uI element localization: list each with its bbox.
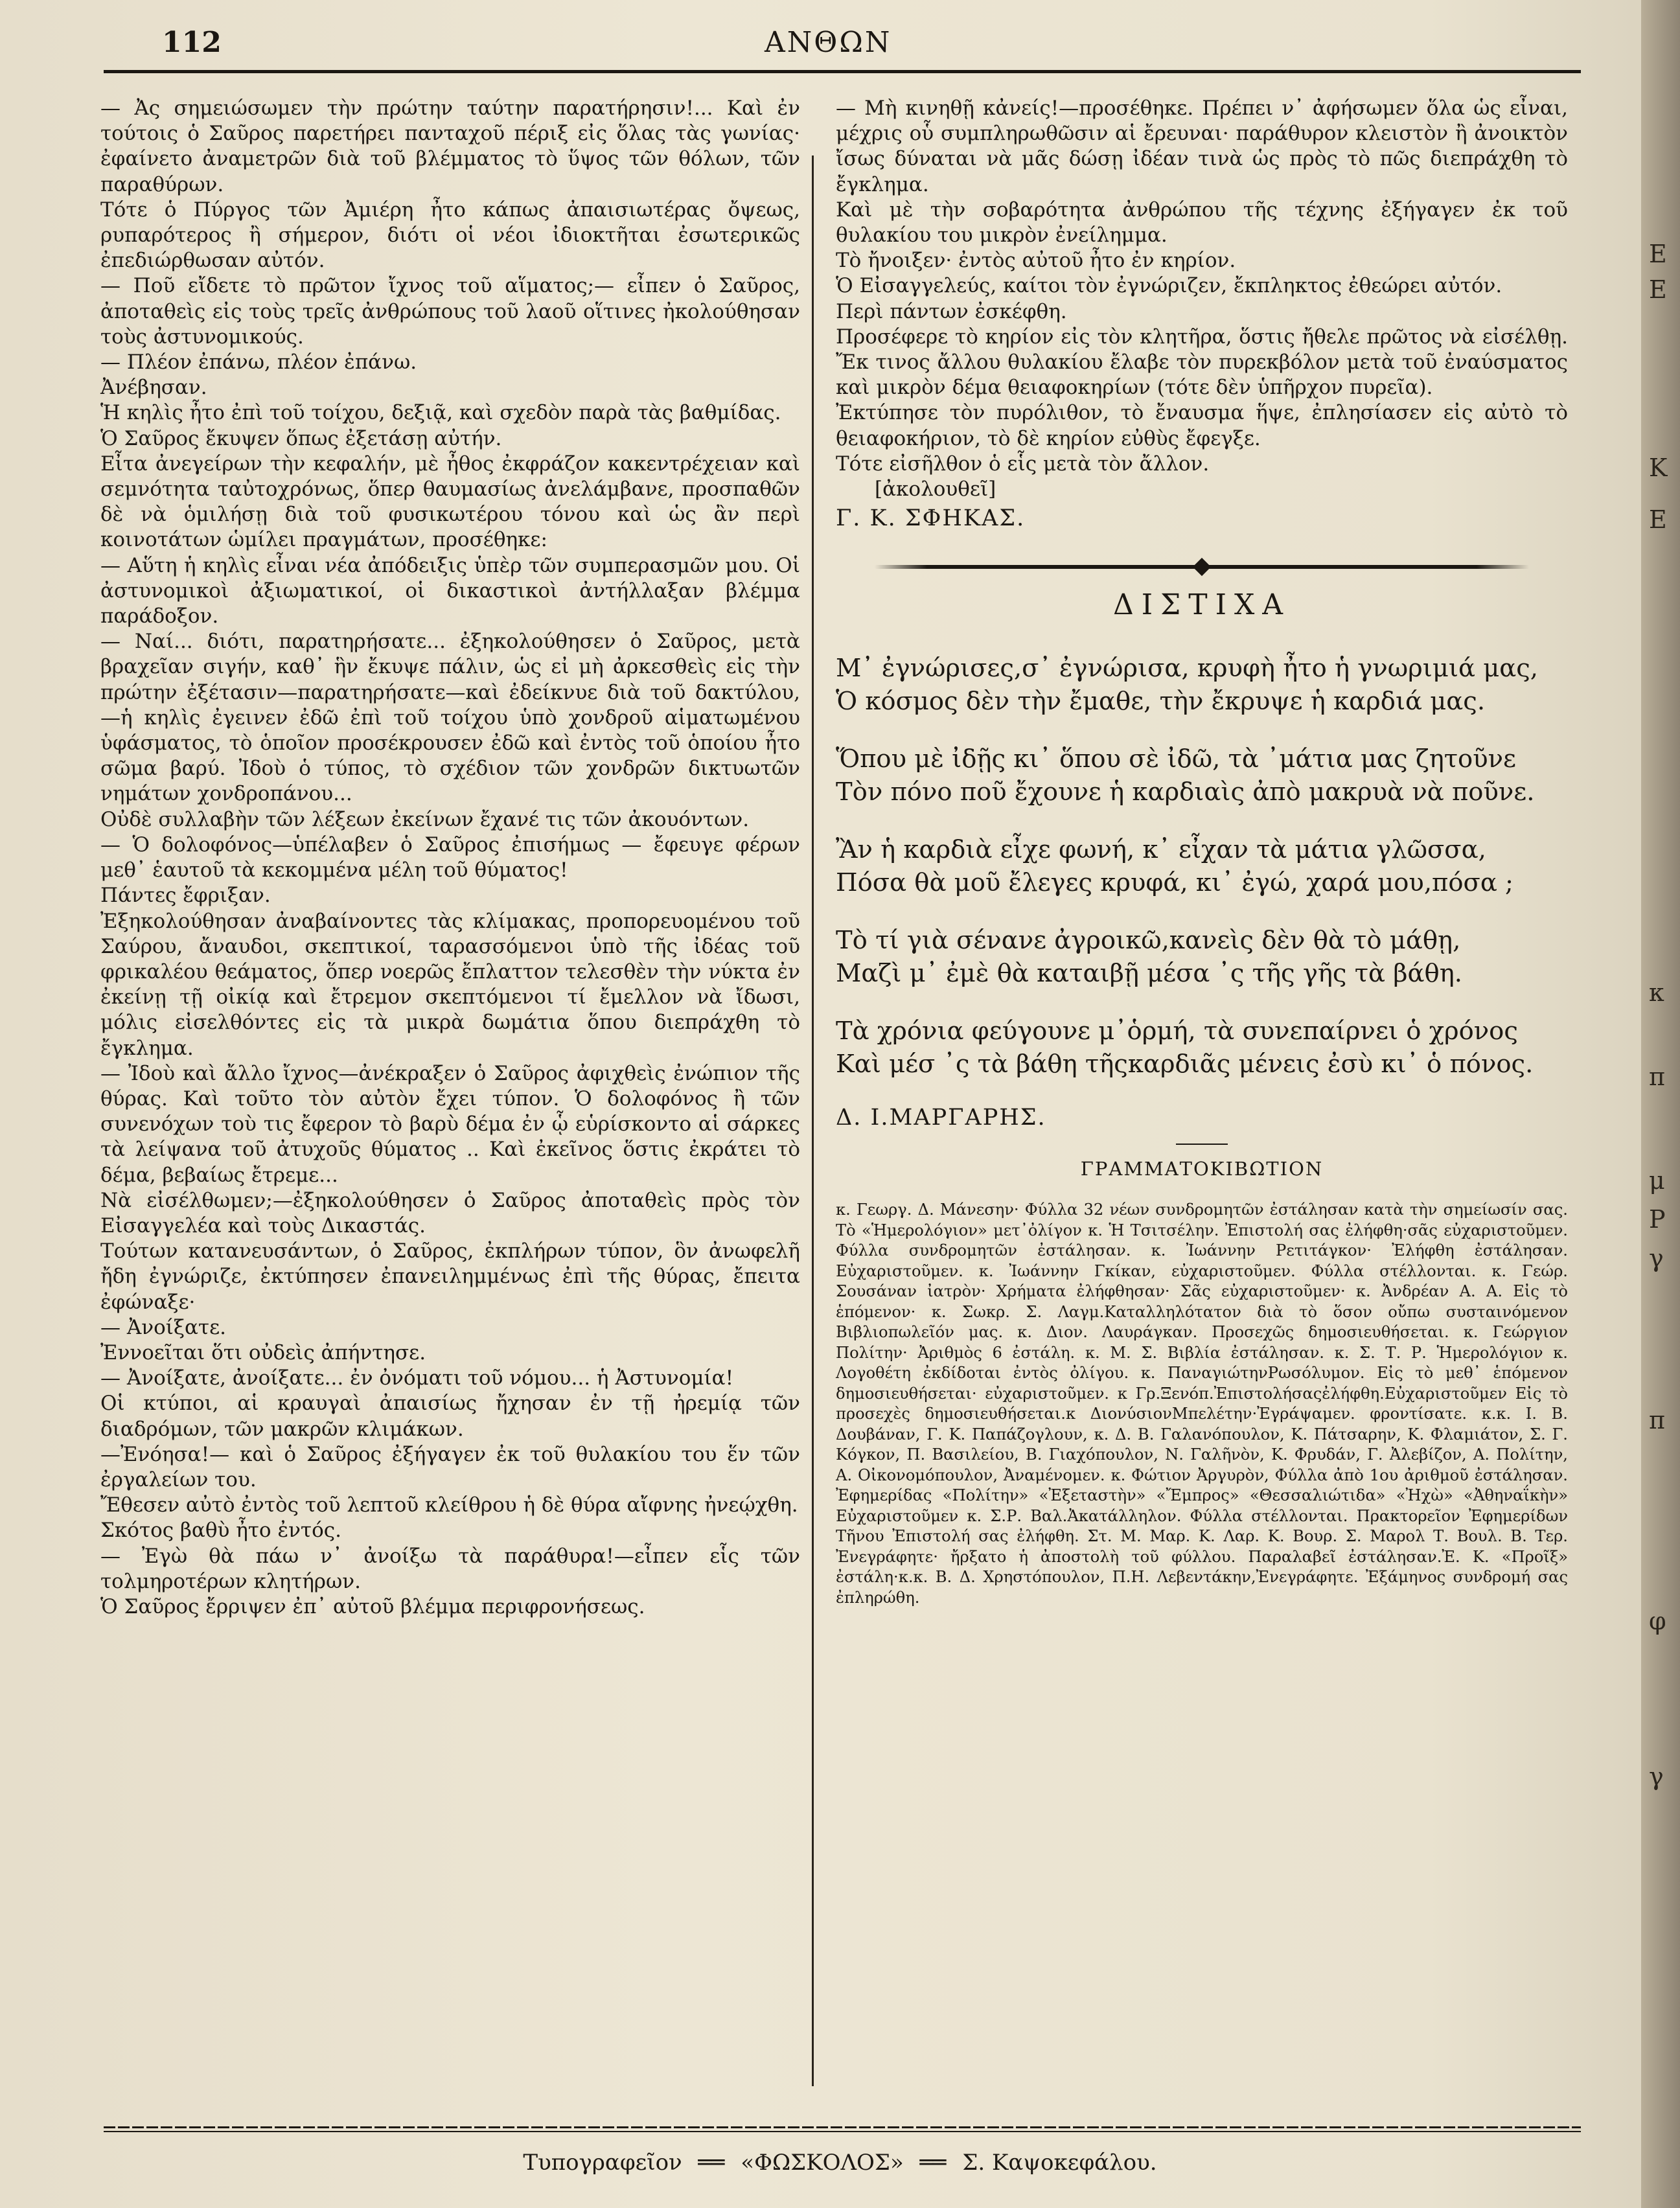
continued-note: [ἀκολουθεῖ] [875,477,996,501]
imprint-label: Τυπογραφεῖον [523,2150,682,2176]
paragraph: — Ἰδοὺ καὶ ἄλλο ἴχνος—ἀνέκραξεν ὁ Σαῦρος ἀφιχθεὶς ἐνώπιον τῆς θύρας. Καὶ τοῦτο τὸν αὐτὸν ἔχει τύπον. Ὁ δολοφόνος ἢ τῶν συνενόχων τοὺ τις ἔφερον τὸ βαρὺ δέμα ἐν ᾧ εὑρίσκοντο αἱ σάρκες τὰ λείψανα τοῦ ἀτυχοῦς θύματος .. Καὶ ἐκεῖνος ὅστις ἐκράτει τὸ δέμα, βεβαίως ἔτρεμε... [100,1061,800,1187]
poem-stanza [836,742,1568,809]
poem-stanza [836,652,1568,718]
poem-line: Καὶ μέσ ᾽ς τὰ βάθη τῆςκαρδιᾶς μένεις ἐσὺ κι᾽ ὁ πόνος. [836,1049,1534,1079]
paragraph: Ὁ Σαῦρος ἔρριψεν ἐπ᾽ αὐτοῦ βλέμμα περιφρονήσεως. [100,1594,645,1618]
edge-char: Ρ [1649,1205,1666,1234]
paragraph: — Ναί... διότι, παρατηρήσατε... ἐξηκολούθησεν ὁ Σαῦρος, μετὰ βραχεῖαν σιγήν, καθ᾽ ἣν ἔκυψε πάλιν, ὡς εἰ μὴ ἀρκεσθεὶς εἰς τὴν πρώτην ἐξέτασιν—παρατηρήσατε—καὶ ἐδείκνυε διὰ τοῦ δακτύλου,—ἡ κηλὶς ἐγεινεν ἐδῶ ἐπὶ τοῦ τοίχου ὑπὸ χονδροῦ αἱματωμένου ὑφάσματος, τὸ ὁποῖον προσέκρουσεν ἐδῶ καὶ ἐντὸς τοῦ ὁποίου ἦτο σῶμα βαρύ. Ἰδοὺ ὁ τύπος, τὸ σχέδιον τῶν χονδρῶν δικτυωτῶν νημάτων χονδροπάνου... [100,630,800,806]
story-author: Γ. Κ. ΣΦΗΚΑΣ. [836,505,1026,532]
printer-imprint [0,2150,1680,2176]
paragraph: —Ἐνόησα!— καὶ ὁ Σαῦρος ἐξήγαγεν ἐκ τοῦ θυλακίου του ἕν τῶν ἐργαλείων του. [100,1442,800,1491]
edge-char: Ε [1649,275,1667,304]
paragraph: Καὶ μὲ τὴν σοβαρότητα ἀνθρώπου τῆς τέχνης ἐξήγαγεν ἐκ τοῦ θυλακίου του μικρὸν ἐνείλημμα. [836,198,1568,247]
paragraph: Ἀνέβησαν. [100,376,207,400]
poem [836,652,1568,1081]
poem-line: Πόσα θὰ μοῦ ἔλεγες κρυφά, κι᾽ ἐγώ, χαρά μου,πόσα ; [836,868,1514,897]
paragraph: Ἐννοεῖται ὅτι οὐδεὶς ἀπήντησε. [100,1340,426,1364]
paragraph: Νὰ εἰσέλθωμεν;—ἐξηκολούθησεν ὁ Σαῦρος ἀποταθεὶς πρὸς τὸν Εἰσαγγελέα καὶ τοὺς Δικαστάς. [100,1188,800,1237]
paragraph: Τότε ὁ Πύργος τῶν Ἀμιέρη ἦτο κάπως ἀπαισιωτέρας ὄψεως, ρυπαρότερος ἢ σήμερον, διότι οἱ νέοι ἰδιοκτῆται ἐσωτερικῶς ἐπεδιώρθωσαν αὐτόν. [100,198,800,273]
poem-line: Ἂν ἡ καρδιὰ εἶχε φωνή, κ᾽ εἶχαν τὰ μάτια γλῶσσα, [836,834,1486,864]
poem-stanza [836,833,1568,899]
paragraph: — Ἀς σημειώσωμεν τὴν πρώτην ταύτην παρατήρησιν!... Καὶ ἐν τούτοις ὁ Σαῦρος παρετήρει πανταχοῦ πέριξ εἰς ὅλας τὰς γωνίας· ἐφαίνετο ἀναμετρῶν διὰ τοῦ βλέμματος τὸ ὕψος τῶν θόλων, τῶν παραθύρων. [100,97,800,196]
paragraph: Τότε εἰσῆλθον ὁ εἷς μετὰ τὸν ἄλλον. [836,452,1210,476]
edge-char: γ [1649,1244,1664,1272]
paragraph: Ἔθεσεν αὐτὸ ἐντὸς τοῦ λεπτοῦ κλείθρου ἡ δὲ θύρα αἴφνης ἠνεῴχθη. [100,1493,798,1517]
paragraph: Ἐξηκολούθησαν ἀναβαίνοντες τὰς κλίμακας, προπορευομένου τοῦ Σαύρου, ἄναυδοι, σκεπτικοί, ταρασσόμενοι ὑπὸ τῆς ἰδέας τοῦ φρικαλέου θεάματος, ὅπερ νοερῶς ἔπλαττον τελεσθὲν τὴν νύκτα ἐν ἐκείνῃ τῇ οἰκίᾳ καὶ ἔτρεμον σκεπτόμενοι τί ἔμελλον νὰ ἴδωσι, μόλις εἰσελθόντες εἰς τὰ μικρὰ δωμάτια ὅπου διεπράχθη τὸ ἔγκλημα. [100,909,800,1060]
paragraph: Ὁ Σαῦρος ἔκυψεν ὅπως ἐξετάσῃ αὐτήν. [100,426,502,450]
paragraph: Ἐκτύπησε τὸν πυρόλιθον, τὸ ἔναυσμα ἥψε, ἐπλησίασεν εἰς αὐτὸ τὸ θειαφοκήριον, τὸ δὲ κηρίον εὐθὺς ἔφεγξε. [836,401,1568,450]
mailbox-section [836,1200,1568,1608]
paragraph: — Πλέον ἐπάνω, πλέον ἐπάνω. [100,351,417,374]
paragraph: — Ἀνοίξατε. [100,1315,226,1339]
paragraph: Πάντες ἔφριξαν. [100,884,271,908]
poem-line: Τὰ χρόνια φεύγουνε μ᾽ὁρμή, τὰ συνεπαίρνει ὁ χρόνος [836,1016,1518,1046]
paragraph: Εἶτα ἀνεγείρων τὴν κεφαλήν, μὲ ἦθος ἐκφράζον κακεντρέχειαν καὶ σεμνότητα ταὐτοχρόνως, ὅπερ θαυμασίως ἀνελάμβανε, προσπαθῶν δὲ νὰ ὁμιλήσῃ διὰ τοῦ φυσικωτέρου τόνου καὶ ὡς ἂν περὶ κοινοτάτων ὡμίλει πραγμάτων, προσέθηκε: [100,452,800,552]
mailbox-title: ΓΡΑΜΜΑΤΟΚΙΒΩΤΙΟΝ [1080,1157,1324,1180]
paragraph: — Ἐγὼ θὰ πάω ν᾽ ἀνοίξω τὰ παράθυρα!—εἶπεν εἷς τῶν τολμηροτέρων κλητήρων. [100,1544,800,1593]
paragraph: Ἡ κηλὶς ἦτο ἐπὶ τοῦ τοίχου, δεξιᾷ, καὶ σχεδὸν παρὰ τὰς βαθμίδας. [100,401,781,425]
paragraph: Περὶ πάντων ἐσκέφθη. [836,299,1067,323]
paragraph: — Ἀνοίξατε, ἀνοίξατε... ἐν ὀνόματι τοῦ νόμου... ἡ Ἀστυνομία! [100,1366,734,1390]
poem-stanza [836,924,1568,990]
mailbox-text: κ. Γεωργ. Δ. Μάνεσην· Φύλλα 32 νέων συνδρομητῶν ἐστάλησαν κατὰ τὴν σημείωσίν σας. Τὸ «Ἡμερολόγιον» μετ᾽ὀλίγον κ. Ἡ Τσιτσέλην. Ἐπιστολή σας ἐλήφθη·σᾶς εὐχαριστοῦμεν. Φύλλα συνδρομητῶν ἐστάλησαν. κ. Ἰωάννην Ρετιτάγκον· Ἐλήφθη ἐστάλησαν. Εὐχαριστοῦμεν. κ. Ἰωάννην Γκίκαν, εὐχαριστοῦμεν. Φύλλα στέλλονται. κ. Γεώρ. Σουσάναν ἰατρὸν· Χρήματα ἐλήφθησαν· Σᾶς εὐχαριστοῦμεν· κ. Ἀνδρέαν Α. Α. Εἰς τὸ ἑπόμενον· κ. Σωκρ. Σ. Λαγμ.Καταλληλότατον διὰ τὸ ὅσον οὔπω συσταινόμενον Βιβλιοπωλεῖόν μας. κ. Διον. Λαυράγκαν. Προσεχῶς δημοσιευθήσεται. κ. Γεώργιον Πολίτην· Ἀριθμὸς 6 ἐστάλη. κ. Μ. Σ. Βιβλία ἐστάλησαν. κ. Σ. Τ. Ρ. Ἡμερολόγιον κ. Λογοθέτη ἐκδίδοται ἐντὸς ὀλίγου. κ. ΠαναγιώτηνΡωσόλυμον. Εἰς τὸ μεθ᾽ ἑπόμενον δημοσιευθήσεται· εὐχαριστοῦμεν. κ Γρ.Ξενόπ.Ἐπιστολήσαςἐλήφθη.Εὐχαριστοῦμεν Εἰς τὸ προσεχὲς δημοσιευθήσεται.κ ΔιονύσιονΜπελέτην·Ἐγράψαμεν. φροντίσατε. κ.κ. Ι. Β. Δουβάναν, Γ. Κ. Παπάζογλουν, κ. Δ. Β. Γαλανόπουλον, Κ. Πάτσαρην, Κ. Φλαμιάτον, Σ. Γ. Κόγκον, Π. Βασιλείου, Β. Γιαχόπουλον, Ν. Γαλῆνὸν, Κ. Φρυδάν, Γ. Ἀλεβίζον, Α. Πολίτην, Α. Οἰκονομόπουλον, Ἀναμένομεν. κ. Φώτιον Ἀργυρὸν, Φύλλα ἀπὸ 1ου ἀριθμοῦ ἐστάλησαν. Ἐφημερίδας «Πολίτην» «Ἐξεταστὴν» «Ἔμπρος» «Θεσσαλιώτιδα» «Ἠχὼ» «Ἀθηναΐκὴν» Εὐχαριστοῦμεν κ. Σ.Ρ. Βαλ.Ἀκατάλληλον. Φύλλα στέλλονται. Πρακτορεῖον Ἐφημερίδων Τῆνου Ἐπιστολή σας ἐλήφθη. Στ. Μ. Μαρ. Κ. Λαρ. Κ. Βουρ. Σ. Μαρολ Τ. Βουλ. Β. Τερ. Ἐνεγράφητε· ἤρξατο ἡ ἀποστολὴ τοῦ φύλλου. Παραλαβεῖ ἐστάλησαν.Ἐ. Κ. «Προῖξ» ἐστάλη·κ.κ. Β. Δ. Χρηστόπουλον, Π.Η. Λεβεντάκην,Ἐνεγράφητε. Ἐξάμηνος συνδρομή σας ἐπληρώθη. [836,1201,1568,1607]
edge-char: Ε [1649,240,1667,268]
paragraph: — Μὴ κινηθῇ κἀνείς!—προσέθηκε. Πρέπει ν᾽ ἀφήσωμεν ὅλα ὡς εἶναι, μέχρις οὗ συμπληρωθῶσιν αἱ ἔρευναι· παράθυρον κλειστὸν ἢ ἀνοικτὸν ἴσως δύναται νὰ μᾶς δώσῃ ἰδέαν τινὰ ὡς πρὸς τὸ πῶς διεπράχθη τὸ ἔγκλημα. [836,97,1568,196]
header-rule [104,70,1581,73]
paragraph: Τούτων κατανευσάντων, ὁ Σαῦρος, ἐκπλήρων τύπον, ὃν ἀνωφελῆ ἤδη ἐγνώριζε, ἐκτύπησεν ἐπανειλημμένως ἐπὶ τῆς θύρας, ἔπειτα ἐφώναξε· [100,1239,800,1314]
page-number: 112 [162,26,222,59]
poem-stanza [836,1015,1568,1081]
paragraph: — Αὕτη ἡ κηλὶς εἶναι νέα ἀπόδειξις ὑπὲρ τῶν συμπερασμῶν μου. Οἱ ἀστυνομικοὶ ἀξιωματικοί, οἱ δικαστικοὶ ἀντήλλαξαν βλέμμα παράδοξον. [100,553,800,628]
imprint-separator: ══ [919,2150,947,2176]
left-column [100,96,800,1620]
poem-line: Τὸν πόνο ποῦ ἔχουνε ἡ καρδιαὶς ἀπὸ μακρυὰ νὰ ποῦνε. [836,777,1535,807]
adjacent-page-fragments [1649,0,1677,2208]
paragraph: Οἱ κτύποι, αἱ κραυγαὶ ἀπαισίως ἤχησαν ἐν τῇ ἠρεμίᾳ τῶν διαδρόμων, τῶν μακρῶν κλιμάκων. [100,1392,800,1441]
edge-char: Ε [1649,505,1667,534]
imprint-press: «ΦΩΣΚΟΛΟΣ» [741,2150,904,2176]
poem-line: Τὸ τί γιὰ σένανε ἀγροικῶ,κανεὶς δὲν θὰ τὸ μάθῃ, [836,925,1461,955]
page-title: ΑΝΘΩΝ [765,26,892,59]
section-divider [1176,1144,1228,1145]
edge-char: Κ [1649,454,1668,482]
right-column [836,96,1568,1608]
edge-char: π [1649,1063,1665,1091]
paragraph: — Ποῦ εἴδετε τὸ πρῶτον ἴχνος τοῦ αἵματος;— εἶπεν ὁ Σαῦρος, ἀποταθεὶς εἰς τοὺς τρεῖς ἀνθρώπους τοῦ λαοῦ οἵτινες ἠκολούθησαν τοὺς ἀστυνομικούς. [100,274,800,349]
paragraph: Τὸ ἤνοιξεν· ἐντὸς αὐτοῦ ἦτο ἐν κηρίον. [836,249,1236,273]
imprint-owner: Σ. Καψοκεφάλου. [962,2150,1157,2176]
ornament-diamond [1193,558,1211,576]
edge-char: κ [1649,978,1664,1007]
poem-line: Μ᾽ ἐγνώρισες,σ᾽ ἐγνώρισα, κρυφὴ ἦτο ἡ γνωριμιά μας, [836,653,1539,683]
paragraph: Σκότος βαθὺ ἦτο ἐντός. [100,1519,341,1543]
poem-author: Δ. Ι.ΜΑΡΓΑΡΗΣ. [836,1104,1046,1131]
poem-line: Μαζὶ μ᾽ ἐμὲ θὰ καταιβῇ μέσα ᾽ς τῆς γῆς τὰ βάθη. [836,958,1462,988]
paragraph: Οὐδὲ συλλαβὴν τῶν λέξεων ἐκείνων ἔχανέ τις τῶν ἀκουόντων. [100,807,750,831]
imprint-separator: ══ [698,2150,725,2176]
footer-rule [104,2131,1581,2132]
poem-line: Ὅπου μὲ ἰδῇς κι᾽ ὅπου σὲ ἰδῶ, τὰ ᾽μάτια μας ζητοῦνε [836,744,1516,774]
edge-char: γ [1649,1762,1664,1791]
section-ornament [875,557,1529,577]
column-divider [812,155,814,2086]
edge-char: φ [1649,1607,1666,1635]
edge-char: π [1649,1406,1665,1434]
paragraph: Προσέφερε τὸ κηρίον εἰς τὸν κλητῆρα, ὅστις ἤθελε πρῶτος νὰ εἰσέλθῃ. Ἔκ τινος ἄλλου θυλακίου ἔλαβε τὸν πυρεκβόλον μετὰ τοῦ ἐναύσματος καὶ μικρὸν δέμα θειαφοκηρίων (τότε δὲν ὑπῆρχον πυρεῖα). [836,325,1568,400]
poem-title: ΔΙΣΤΙΧΑ [1112,588,1291,622]
paragraph: Ὁ Εἰσαγγελεύς, καίτοι τὸν ἐγνώριζεν, ἔκπληκτος ἐθεώρει αὐτόν. [836,274,1502,298]
footer-rule [104,2126,1581,2128]
poem-line: Ὁ κόσμος δὲν τὴν ἔμαθε, τὴν ἔκρυψε ἡ καρδιά μας. [836,686,1486,716]
paragraph: — Ὁ δολοφόνος—ὑπέλαβεν ὁ Σαῦρος ἐπισήμως — ἔφευγε φέρων μεθ᾽ ἑαυτοῦ τὰ κεκομμένα μέλη τοῦ θύματος! [100,833,800,882]
edge-char: μ [1649,1166,1665,1195]
